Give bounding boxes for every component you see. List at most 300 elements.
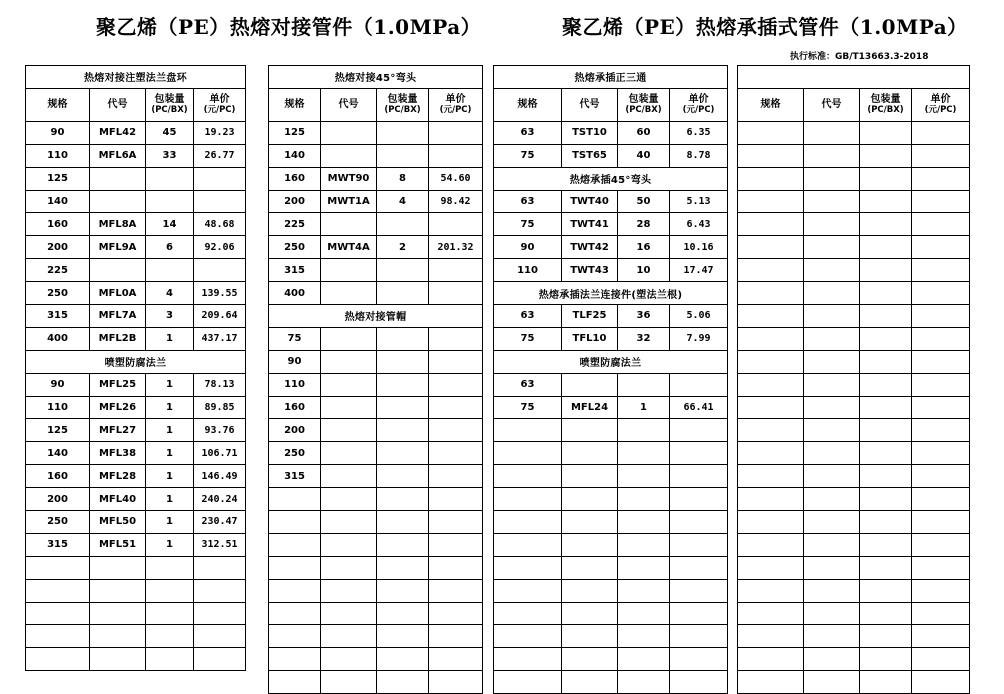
spec-cell [738,327,804,350]
code-column-header [90,88,146,121]
pack-cell: 10 [618,259,670,282]
pack-cell [860,213,912,236]
spec-cell [26,625,90,648]
table-row [738,259,970,282]
table-row [494,625,728,648]
code-cell [804,282,860,305]
pack-cell: 1 [146,373,194,396]
spec-cell: 400 [26,327,90,350]
price-cell [912,625,970,648]
price-cell [670,511,728,534]
pack-cell: 2 [377,236,429,259]
spec-cell [738,144,804,167]
section-row [269,305,483,328]
header-unit: (元/PC) [203,104,236,115]
code-cell [804,602,860,625]
pack-column-header [860,88,912,121]
code-cell [562,671,618,694]
code-cell [321,121,377,144]
code-cell: MFL25 [90,373,146,396]
table-row [738,419,970,442]
price-cell [670,373,728,396]
pack-cell: 1 [146,327,194,350]
code-cell: TWT41 [562,213,618,236]
pack-cell [377,625,429,648]
spec-cell: 75 [494,213,562,236]
code-cell [804,350,860,373]
price-cell: 240.24 [194,488,246,511]
pack-cell: 4 [146,282,194,305]
spec-cell: 63 [494,190,562,213]
spec-cell [494,488,562,511]
spec-cell [738,533,804,556]
pack-cell [377,144,429,167]
pack-cell [377,579,429,602]
code-cell [562,556,618,579]
code-cell: TWT43 [562,259,618,282]
price-cell [670,419,728,442]
table-row [26,625,246,648]
pack-cell [377,602,429,625]
header-unit: (元/PC) [439,104,472,115]
table-row [269,419,483,442]
table-row [269,350,483,373]
table-row [494,144,728,167]
price-cell [670,579,728,602]
price-cell [194,190,246,213]
table-row [738,282,970,305]
table-row [269,282,483,305]
pack-cell [618,625,670,648]
code-cell [804,327,860,350]
header-unit: (PC/BX) [151,104,188,115]
pack-cell [618,671,670,694]
header-label: 单价 [209,93,230,105]
pack-column-header [377,88,429,121]
pack-cell [377,533,429,556]
table-row [494,327,728,350]
header-label: 代号 [107,99,128,111]
price-cell: 6.43 [670,213,728,236]
price-cell [429,556,483,579]
spec-cell: 250 [26,282,90,305]
spec-cell [738,350,804,373]
pack-cell: 28 [618,213,670,236]
table-row [738,236,970,259]
code-cell: TWT42 [562,236,618,259]
pack-column-header [146,88,194,121]
table-row [269,625,483,648]
spec-cell [738,465,804,488]
price-cell [912,144,970,167]
spec-cell [738,556,804,579]
pack-cell [860,625,912,648]
table-row [26,511,246,534]
table-row [494,442,728,465]
price-cell [912,373,970,396]
code-cell [90,625,146,648]
code-cell [804,579,860,602]
table-row [269,648,483,671]
code-cell: MFL9A [90,236,146,259]
code-cell [90,259,146,282]
spec-cell [269,556,321,579]
spec-cell: 200 [26,488,90,511]
spec-cell [738,282,804,305]
table-row [269,327,483,350]
spec-cell [738,305,804,328]
spec-cell [26,602,90,625]
code-cell [562,625,618,648]
table-row [738,305,970,328]
price-cell [429,465,483,488]
price-cell: 98.42 [429,190,483,213]
spec-cell [738,213,804,236]
table-row [738,213,970,236]
price-cell: 92.06 [194,236,246,259]
pack-cell: 6 [146,236,194,259]
code-cell [321,556,377,579]
code-cell: MFL26 [90,396,146,419]
pack-cell: 40 [618,144,670,167]
section-row [26,66,246,89]
table-row [26,327,246,350]
header-label: 代号 [579,99,600,111]
header-label: 包装量 [154,93,185,105]
price-cell [912,167,970,190]
spec-cell [738,648,804,671]
pack-cell: 32 [618,327,670,350]
spec-cell [494,556,562,579]
spec-cell: 75 [494,144,562,167]
code-cell [562,373,618,396]
table-row [269,442,483,465]
spec-column-header [494,88,562,121]
code-cell [321,144,377,167]
column-header-row [26,88,246,121]
pack-cell [618,465,670,488]
table-row [26,236,246,259]
spec-cell [494,419,562,442]
header-label: 规格 [517,99,538,111]
table-row [738,556,970,579]
table-row [26,465,246,488]
spec-cell: 315 [269,259,321,282]
spec-cell [738,442,804,465]
code-cell: MFL6A [90,144,146,167]
table-row [269,671,483,694]
code-cell: MFL7A [90,305,146,328]
table-row [26,396,246,419]
fittings-table-1 [25,65,246,671]
price-cell [670,442,728,465]
code-cell: MFL0A [90,282,146,305]
table-row [494,511,728,534]
table-row [269,511,483,534]
pack-cell: 36 [618,305,670,328]
section-title: 热熔对接管帽 [269,305,483,328]
price-cell [912,488,970,511]
price-cell [912,213,970,236]
header-unit: (PC/BX) [384,104,421,115]
table-row [26,442,246,465]
code-cell [804,465,860,488]
header-label: 单价 [930,93,951,105]
code-cell [804,419,860,442]
pack-cell: 3 [146,305,194,328]
pack-cell [860,602,912,625]
spec-cell: 110 [269,373,321,396]
pack-cell [377,511,429,534]
spec-cell [494,648,562,671]
code-cell [562,648,618,671]
price-cell [912,121,970,144]
spec-cell: 250 [269,236,321,259]
code-column-header [562,88,618,121]
price-cell: 7.99 [670,327,728,350]
price-cell [429,625,483,648]
spec-cell: 90 [269,350,321,373]
table-row [494,488,728,511]
code-cell [90,602,146,625]
price-cell: 8.78 [670,144,728,167]
table-row [738,167,970,190]
table-row [494,579,728,602]
price-cell: 78.13 [194,373,246,396]
code-cell [321,350,377,373]
code-cell: MWT1A [321,190,377,213]
price-cell [912,511,970,534]
code-cell [804,167,860,190]
price-cell: 66.41 [670,396,728,419]
section-row [494,66,728,89]
code-cell: MFL24 [562,396,618,419]
pack-cell [860,373,912,396]
code-cell: MFL42 [90,121,146,144]
header-unit: (PC/BX) [625,104,662,115]
spec-column-header [738,88,804,121]
table-row [738,671,970,694]
table-row [269,213,483,236]
price-cell: 93.76 [194,419,246,442]
pack-cell [618,419,670,442]
code-cell: MFL38 [90,442,146,465]
code-column-header [804,88,860,121]
pack-cell: 1 [146,419,194,442]
fittings-table-4 [737,65,970,694]
pack-cell [860,442,912,465]
code-cell [804,213,860,236]
section-title: 喷塑防腐法兰 [494,350,728,373]
code-cell [804,305,860,328]
price-cell [912,419,970,442]
pack-cell [377,465,429,488]
spec-cell: 75 [269,327,321,350]
price-cell [912,236,970,259]
table-row [26,121,246,144]
table-row [26,488,246,511]
pack-cell [146,648,194,671]
price-cell [670,465,728,488]
table-row [269,579,483,602]
table-row [494,121,728,144]
spec-cell: 315 [26,305,90,328]
code-cell: MFL40 [90,488,146,511]
spec-cell: 250 [26,511,90,534]
price-cell [194,602,246,625]
pack-cell [146,625,194,648]
code-cell [321,648,377,671]
price-cell [194,259,246,282]
pack-cell: 14 [146,213,194,236]
code-cell [90,648,146,671]
spec-cell [494,602,562,625]
price-cell [429,121,483,144]
code-cell [562,579,618,602]
price-cell: 48.68 [194,213,246,236]
code-cell [321,625,377,648]
price-cell [429,373,483,396]
code-cell [804,121,860,144]
table-row [494,396,728,419]
pack-cell [377,259,429,282]
column-header-row [738,88,970,121]
table-row [494,305,728,328]
price-cell [429,602,483,625]
table-row [494,465,728,488]
pack-cell [860,327,912,350]
table-row [738,625,970,648]
pack-column-header [618,88,670,121]
price-cell [670,556,728,579]
header-label: 代号 [338,99,359,111]
price-cell [429,511,483,534]
header-label: 规格 [284,99,305,111]
header-label: 单价 [445,93,466,105]
price-cell: 106.71 [194,442,246,465]
pack-cell [377,396,429,419]
pack-cell: 60 [618,121,670,144]
code-cell [804,144,860,167]
column-header-row [494,88,728,121]
code-cell [804,396,860,419]
pack-cell: 1 [618,396,670,419]
spec-cell [494,511,562,534]
pack-cell [860,121,912,144]
code-cell [562,488,618,511]
code-cell: MFL8A [90,213,146,236]
header-label: 包装量 [387,93,418,105]
table-row [26,144,246,167]
spec-cell: 90 [494,236,562,259]
spec-cell: 160 [26,465,90,488]
spec-cell: 75 [494,327,562,350]
spec-cell: 400 [269,282,321,305]
spec-cell [494,579,562,602]
spec-column-header [269,88,321,121]
table-row [494,190,728,213]
price-column-header [912,88,970,121]
price-cell [670,671,728,694]
pack-cell: 4 [377,190,429,213]
price-cell [429,259,483,282]
pack-cell [618,373,670,396]
code-cell [90,579,146,602]
code-cell [321,465,377,488]
table-row [269,144,483,167]
code-cell: TLF25 [562,305,618,328]
code-cell [321,579,377,602]
price-cell [670,533,728,556]
price-cell [912,533,970,556]
code-cell [804,625,860,648]
table-row [269,533,483,556]
table-row [738,327,970,350]
table-row [738,648,970,671]
spec-cell: 110 [494,259,562,282]
price-cell [429,282,483,305]
pack-cell [860,282,912,305]
table-row [26,556,246,579]
pack-cell [146,190,194,213]
spec-cell [738,602,804,625]
table-row [269,488,483,511]
header-unit: (元/PC) [682,104,715,115]
price-cell [194,625,246,648]
table-row [738,190,970,213]
code-cell [321,602,377,625]
code-cell: MFL2B [90,327,146,350]
pack-cell: 45 [146,121,194,144]
code-cell [804,442,860,465]
pack-cell [618,556,670,579]
price-cell [912,442,970,465]
table-row [269,167,483,190]
table-row [26,602,246,625]
table-row [26,213,246,236]
section-title [738,66,970,89]
code-cell [321,511,377,534]
table-row [494,602,728,625]
section-title: 喷塑防腐法兰 [26,350,246,373]
pack-cell [377,648,429,671]
code-cell [804,533,860,556]
code-cell: MFL50 [90,511,146,534]
spec-cell: 160 [269,167,321,190]
price-cell: 437.17 [194,327,246,350]
code-cell [804,236,860,259]
code-cell [90,556,146,579]
price-cell [912,556,970,579]
pack-cell [146,556,194,579]
table-row [738,121,970,144]
spec-cell [738,625,804,648]
pack-cell [860,671,912,694]
code-cell: MWT4A [321,236,377,259]
pack-cell [146,259,194,282]
table-row [738,350,970,373]
spec-cell [494,442,562,465]
code-cell [562,465,618,488]
code-cell [562,602,618,625]
price-cell [429,213,483,236]
section-title: 热熔承插正三通 [494,66,728,89]
pack-cell [377,121,429,144]
spec-cell: 225 [269,213,321,236]
code-column-header [321,88,377,121]
code-cell [321,671,377,694]
price-cell [912,465,970,488]
